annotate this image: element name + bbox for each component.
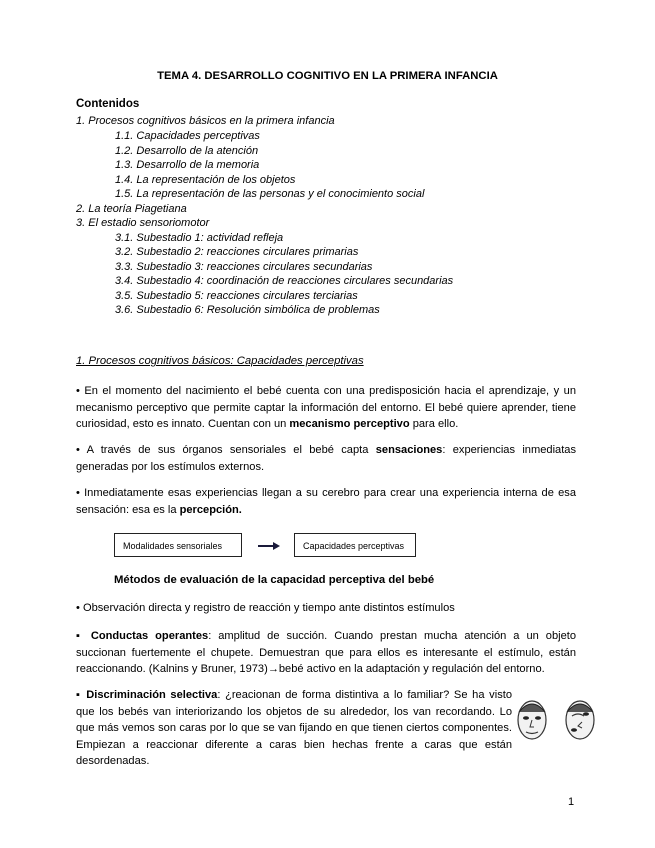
- toc-item: 3.4. Subestadio 4: coordinación de reacciones circulares secundarias: [115, 275, 454, 287]
- paragraph-intro: • En el momento del nacimiento el bebé cuenta con una predisposición hacia el aprendizaje, y un mecanismo perceptivo que permite captar la información del entorno. El bebé quiere aprender, tiene curiosidad, esto es innato. Cuentan con un mecanismo perceptivo para ello.: [76, 385, 576, 430]
- diagram-box-perceptual-capacities: Capacidades perceptivas: [294, 533, 416, 557]
- toc-item: 1. Procesos cognitivos básicos en la primera infancia: [76, 115, 335, 127]
- page-title: TEMA 4. DESARROLLO COGNITIVO EN LA PRIMERA INFANCIA: [157, 70, 498, 82]
- toc-item: 1.1. Capacidades perceptivas: [115, 130, 260, 142]
- contents-heading: Contenidos: [76, 98, 140, 110]
- toc-item: 3.2. Subestadio 2: reacciones circulares primarias: [115, 246, 359, 258]
- face-drawings: [512, 696, 602, 744]
- face-scrambled-icon: [566, 701, 594, 739]
- face-normal-icon: [518, 701, 546, 739]
- toc-item: 3.3. Subestadio 3: reacciones circulares secundarias: [115, 261, 373, 273]
- method-observation: • Observación directa y registro de reacción y tiempo ante distintos estímulos: [76, 602, 455, 614]
- toc-item: 3.6. Subestadio 6: Resolución simbólica de problemas: [115, 304, 380, 316]
- toc-item: 3. El estadio sensoriomotor: [76, 217, 210, 229]
- toc-item: 1.4. La representación de los objetos: [115, 174, 296, 186]
- toc-item: 1.3. Desarrollo de la memoria: [115, 159, 260, 171]
- toc-item: 1.2. Desarrollo de la atención: [115, 145, 259, 157]
- right-arrow-icon: [258, 541, 280, 551]
- diagram-box-sensory-modalities: Modalidades sensoriales: [114, 533, 242, 557]
- page-number: 1: [568, 796, 575, 808]
- toc-item: 2. La teoría Piagetiana: [76, 203, 187, 215]
- section-title: 1. Procesos cognitivos básicos: Capacidades perceptivas: [76, 355, 364, 367]
- methods-title: Métodos de evaluación de la capacidad perceptiva del bebé: [114, 574, 435, 586]
- paragraph-perception: • Inmediatamente esas experiencias llegan a su cerebro para crear una experiencia interna de esa sensación: esa es la percepción.: [76, 487, 576, 516]
- paragraph-sensations: • A través de sus órganos sensoriales el bebé capta sensaciones: experiencias inmediatas generadas por los estímulos externos.: [76, 444, 576, 473]
- method-selective-discrimination: ▪ Discriminación selectiva: ¿reacionan de forma distintiva a lo familiar? Se ha visto que los bebés van interiorizando los objetos de su alrededor, los van recordando. Lo que más vemos son caras por lo que se van fijando en que tienen ciertos componentes. Empiezan a reaccionar diferente a caras bien hechas frente a caras que están desordenadas.: [76, 689, 512, 767]
- method-operant-behaviors: ▪ Conductas operantes: amplitud de succión. Cuando prestan mucha atención a un objeto succionan fuertemente el chupete. Demuestran que para ellos es interesante el estímulo, están reaccionando. (Kalnins y Bruner, 1973)→bebé activo en la adaptación y regulación del entorno.: [76, 630, 576, 675]
- toc-item: 3.1. Subestadio 1: actividad refleja: [115, 232, 284, 244]
- toc-item: 1.5. La representación de las personas y el conocimiento social: [115, 188, 425, 200]
- toc-item: 3.5. Subestadio 5: reacciones circulares terciarias: [115, 290, 358, 302]
